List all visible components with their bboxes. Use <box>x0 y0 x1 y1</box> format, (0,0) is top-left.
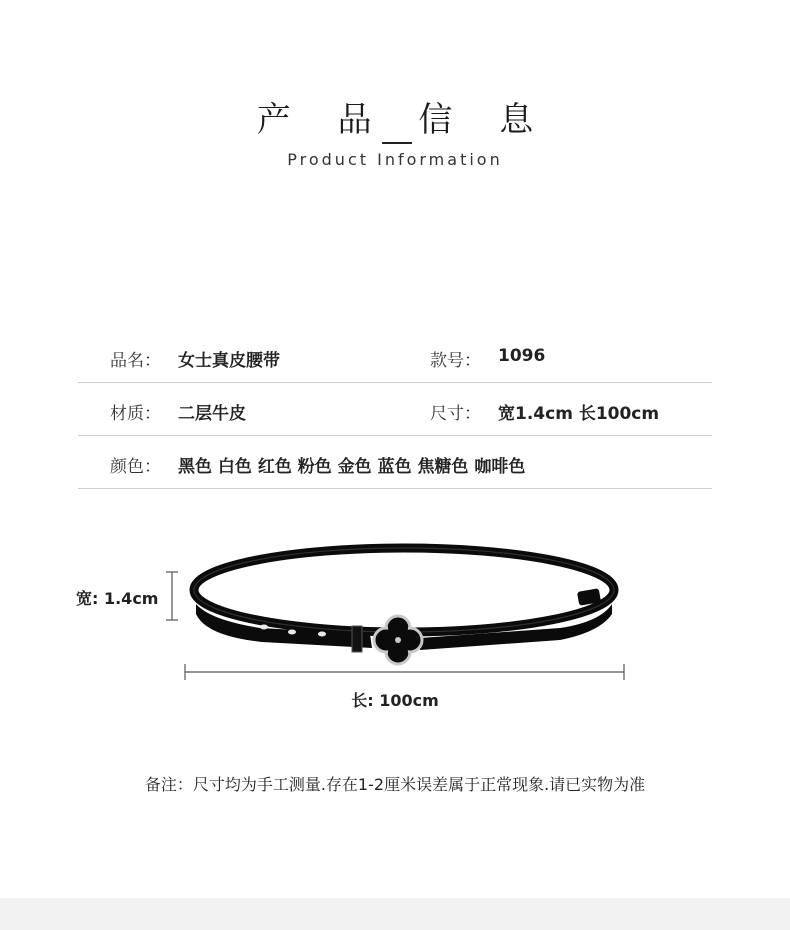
model-value: 1096 <box>498 346 546 366</box>
page-subtitle: Product Information <box>287 150 503 169</box>
title-underline <box>382 142 412 144</box>
belt-illustration-area <box>0 520 790 720</box>
model-label: 款号： <box>430 351 481 371</box>
size-value: 宽1.4cm 长100cm <box>498 404 660 424</box>
material-label: 材质： <box>110 404 161 424</box>
product-info-table <box>78 330 712 489</box>
name-label: 品名： <box>110 351 161 371</box>
info-row-name <box>78 330 712 383</box>
measurement-note: 备注：尺寸均为手工测量.存在1-2厘米误差属于正常现象.请已实物为准 <box>144 775 646 794</box>
color-label: 颜色： <box>110 457 161 477</box>
info-row-material <box>78 383 712 436</box>
width-label: 宽: 1.4cm <box>76 589 159 608</box>
length-label: 长: 100cm <box>351 691 439 710</box>
clover-buckle-icon <box>374 616 422 664</box>
name-value: 女士真皮腰带 <box>178 351 280 371</box>
length-dimension-line <box>185 664 624 680</box>
page-title: 产 品 信 息 <box>256 100 552 140</box>
color-value: 黑色 白色 红色 粉色 金色 蓝色 焦糖色 咖啡色 <box>178 457 526 477</box>
info-row-colors <box>78 436 712 489</box>
size-label: 尺寸： <box>430 404 481 424</box>
footer-band <box>0 898 790 930</box>
material-value: 二层牛皮 <box>178 404 246 424</box>
width-dimension-line <box>166 572 178 620</box>
